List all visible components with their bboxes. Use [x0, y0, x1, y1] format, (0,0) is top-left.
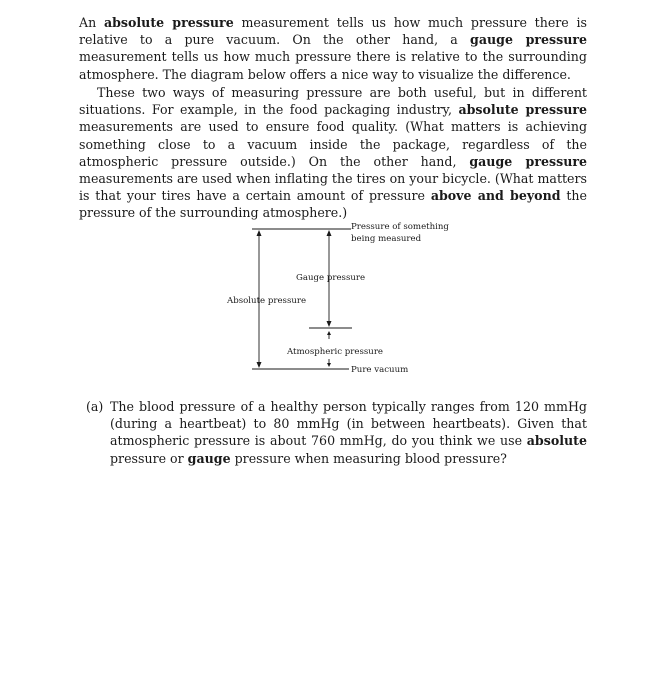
absolute-arrow-head-down	[257, 362, 262, 368]
intro-paragraph	[79, 14, 587, 83]
text-run: measurements are used when inflating the tires on your bicycle. (What matters is that your tires have a certain amount of pressure	[79, 171, 587, 204]
question-label: (a)	[86, 399, 104, 414]
text-run: the pressure of the surrounding atmosphere.)	[79, 188, 587, 221]
atmospheric-pressure-label: Atmospheric pressure	[287, 347, 384, 357]
question-a	[86, 398, 587, 467]
text-run: These two ways of measuring pressure are both useful, but in different situations. For example, in the food packaging industry,	[79, 85, 587, 118]
pressure-diagram-svg	[225, 218, 455, 380]
measured-pressure-label-line1: Pressure of something	[351, 222, 449, 232]
vacuum-down-arrow-head	[327, 363, 331, 367]
bold-term-gauge-pressure: gauge pressure	[469, 153, 587, 169]
atmospheric-up-arrow-head	[327, 331, 331, 335]
text-run: measurements are used to ensure food quality. (What matters is achieving something close to a vacuum inside the package, regardless of the atmospheric pressure outside.) On the other hand,	[79, 119, 587, 169]
bold-term-gauge-pressure: gauge pressure	[470, 32, 588, 48]
bold-term-gauge: gauge	[187, 450, 231, 466]
gauge-arrow-head-up	[327, 230, 332, 236]
text-run: An	[79, 15, 104, 30]
bold-term-above-and-beyond: above and beyond	[430, 188, 561, 204]
gauge-arrow-head-down	[327, 321, 332, 327]
usage-paragraph	[79, 84, 587, 222]
absolute-pressure-label: Absolute pressure	[227, 296, 307, 306]
measured-pressure-label-line2: being measured	[351, 234, 422, 244]
bold-term-absolute: absolute	[526, 433, 587, 449]
question-text	[110, 398, 587, 467]
absolute-arrow-head-up	[257, 230, 262, 236]
gauge-pressure-label: Gauge pressure	[296, 273, 366, 283]
vacuum-label: Pure vacuum	[351, 365, 409, 375]
text-run: The blood pressure of a healthy person typically ranges from 120 mmHg (during a heartbeat) to 80 mmHg (in between heartbeats). Given that atmospheric pressure is about 760 mmHg, do you think we use	[110, 399, 587, 449]
text-run: measurement tells us how much pressure there is relative to the surrounding atmosphere. The diagram below offers a nice way to visualize the difference.	[79, 49, 587, 82]
bold-term-absolute-pressure: absolute pressure	[458, 102, 587, 118]
text-run: measurement tells us how much pressure there is relative to a pure vacuum. On the other hand, a	[79, 15, 587, 48]
pressure-diagram	[225, 218, 455, 380]
text-run: pressure or	[110, 450, 188, 466]
bold-term-absolute-pressure: absolute pressure	[103, 15, 234, 30]
text-run: pressure when measuring blood pressure?	[230, 450, 507, 466]
